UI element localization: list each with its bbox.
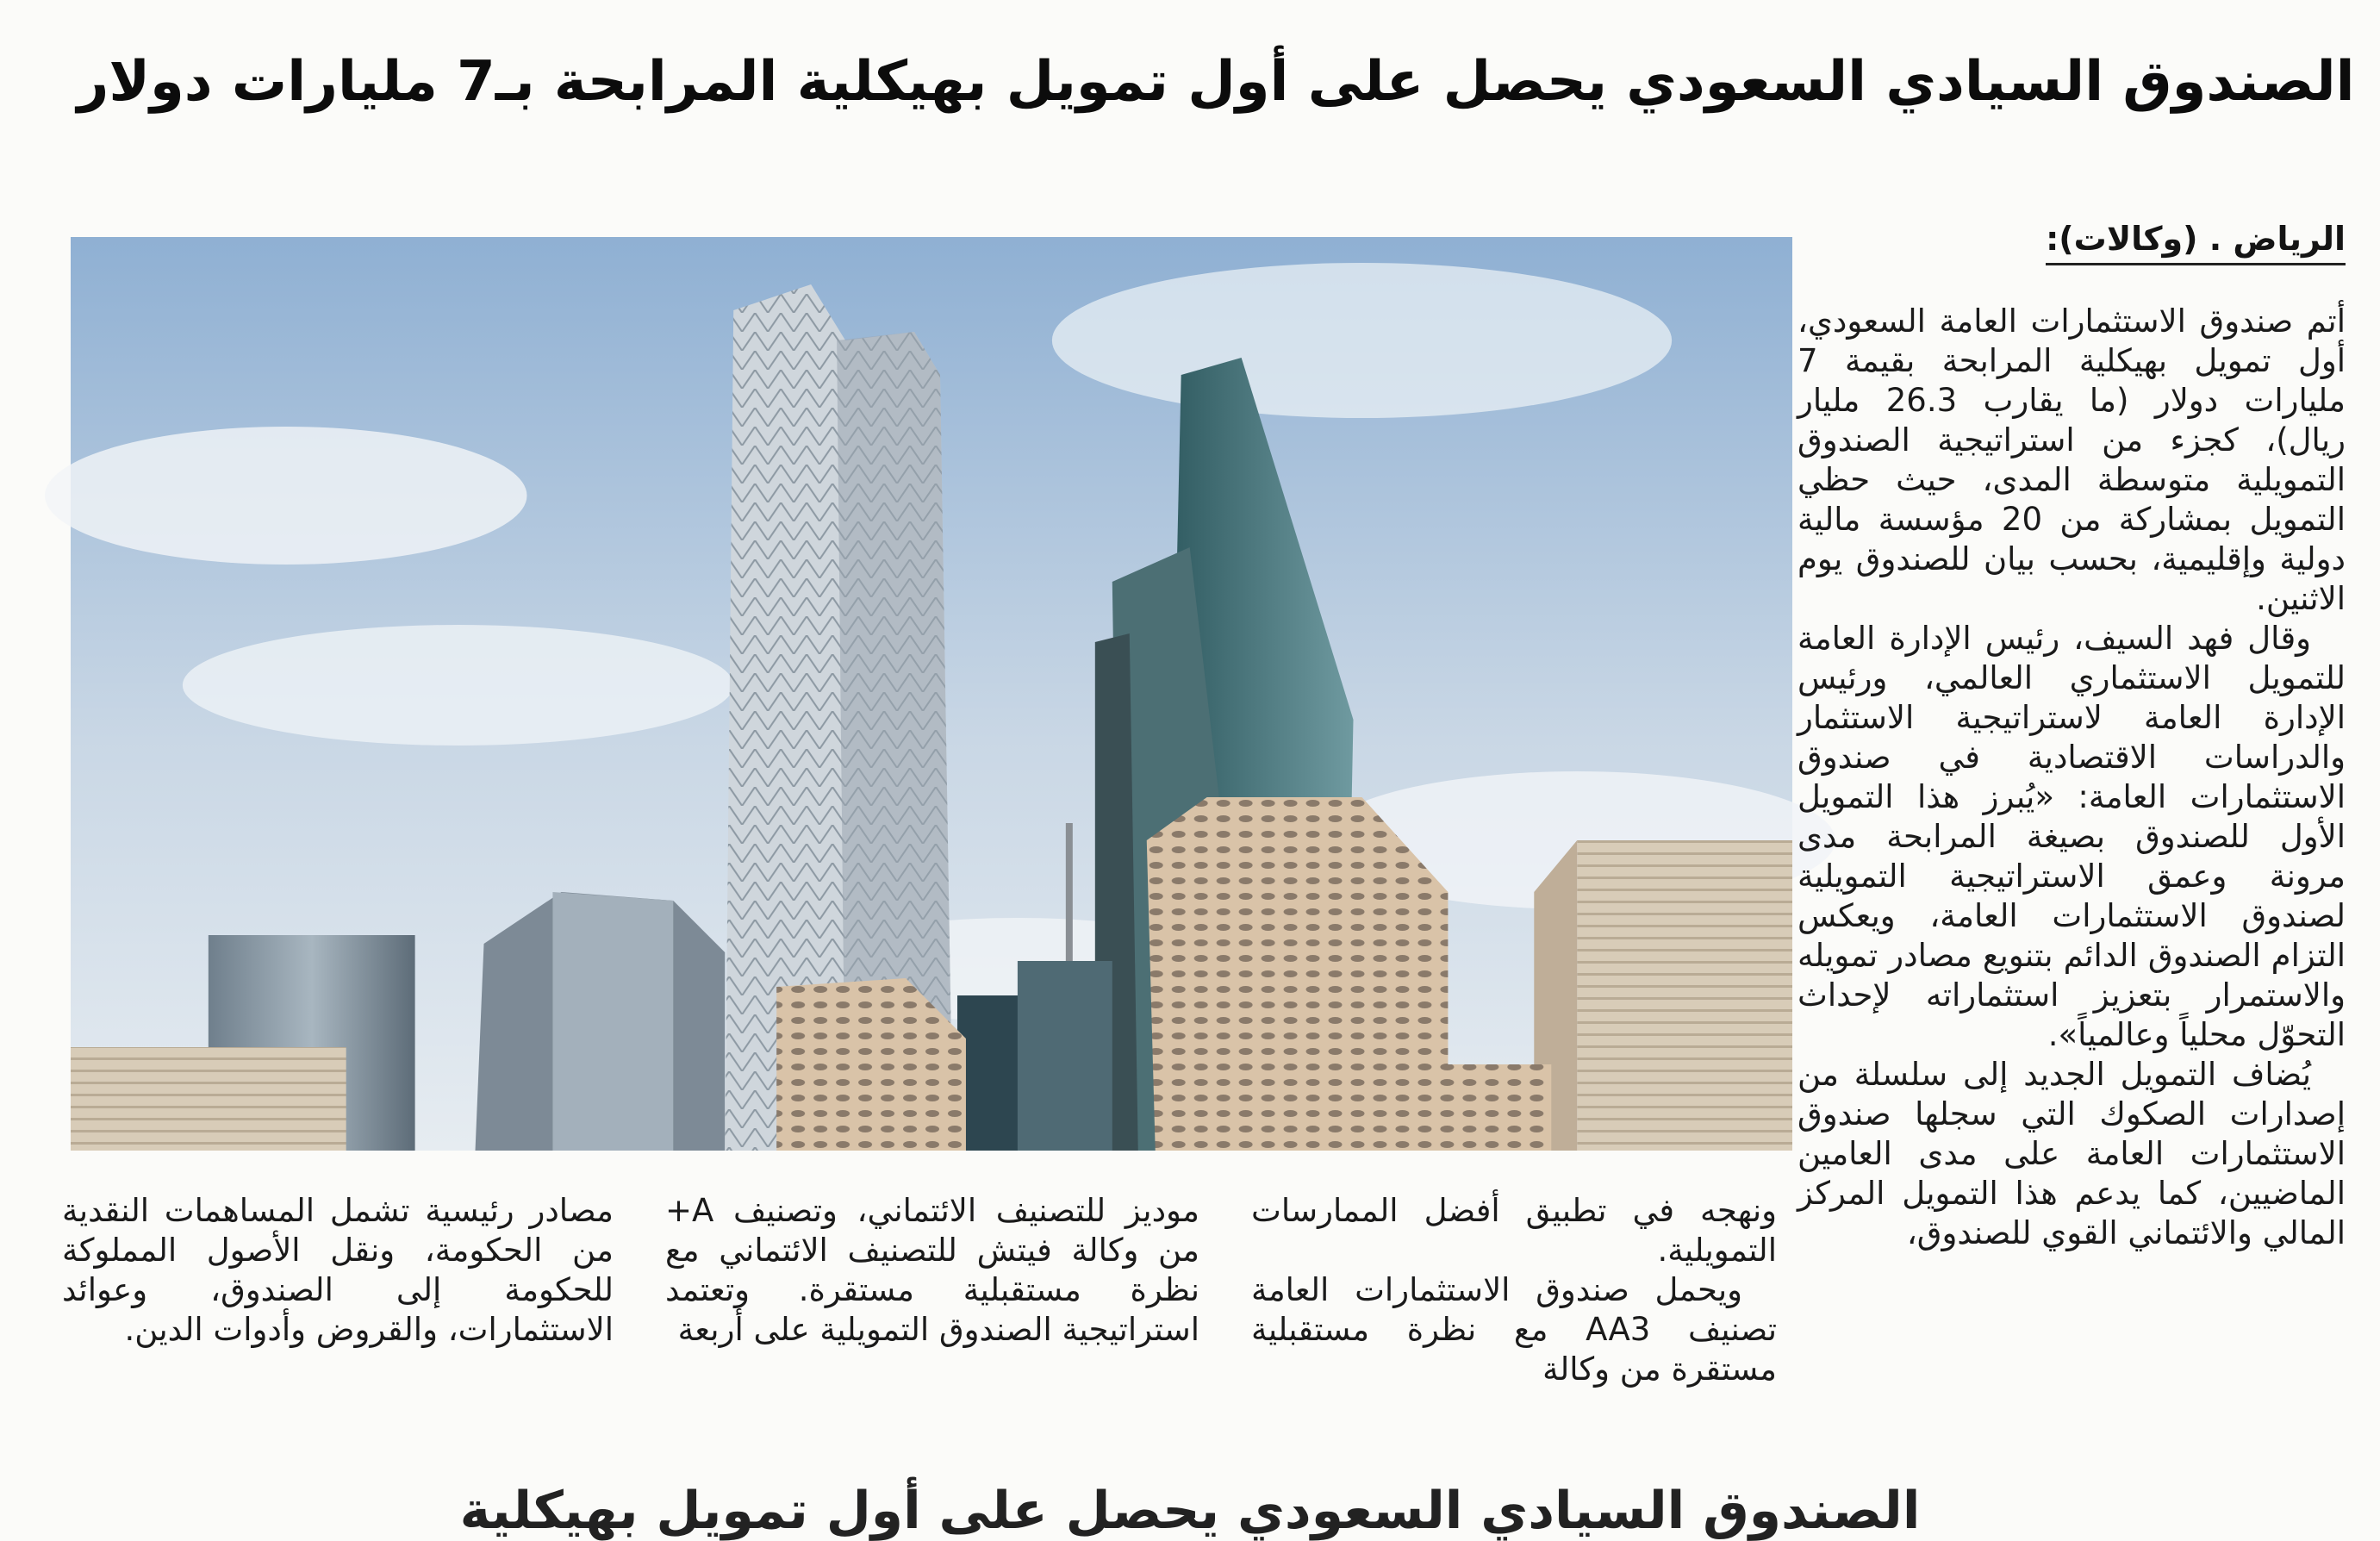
- article-column-bottom-1: [1251, 1191, 1777, 1389]
- article-column-right: [1797, 302, 2346, 1253]
- paragraph: أتم صندوق الاستثمارات العامة السعودي، أول تمويل بهيكلية المرابحة بقيمة 7 مليارات دولار (ما يقارب 26.3 مليار ريال)، كجزء من استراتيجية الصندوق التمويلية متوسطة المدى، حيث حظي التمويل بمشاركة من 20 مؤسسة مالية دولية وإقليمية، بحسب بيان للصندوق يوم الاثنين.: [1797, 303, 2346, 617]
- article-column-bottom-3: [62, 1191, 614, 1350]
- paragraph: مصادر رئيسية تشمل المساهمات النقدية من الحكومة، ونقل الأصول المملوكة للحكومة إلى الصندوق، وعوائد الاستثمارات، والقروض وأدوات الدين.: [62, 1192, 614, 1348]
- paragraph: يُضاف التمويل الجديد إلى سلسلة من إصدارات الصكوك التي سجلها صندوق الاستثمارات العامة على مدى العامين الماضيين، كما يدعم هذا التمويل المركز المالي والائتماني القوي للصندوق،: [1797, 1056, 2346, 1251]
- paragraph: ونهجه في تطبيق أفضل الممارسات التمويلية.: [1251, 1192, 1777, 1269]
- skyline-photo: [71, 237, 1792, 1151]
- paragraph: موديز للتصنيف الائتماني، وتصنيف A+ من وكالة فيتش للتصنيف الائتماني مع نظرة مستقبلية مستقرة. وتعتمد استراتيجية الصندوق التمويلية على أربعة: [665, 1192, 1199, 1348]
- article-headline: الصندوق السيادي السعودي يحصل على أول تمويل بهيكلية المرابحة بـ7 مليارات دولار: [77, 50, 2355, 114]
- dateline: الرياض . (وكالات):: [2046, 220, 2346, 265]
- paragraph: وقال فهد السيف، رئيس الإدارة العامة للتمويل الاستثماري العالمي، ورئيس الإدارة العامة لاستراتيجية الاستثمار والدراسات الاقتصادية في صندوق الاستثمارات العامة: «يُبرز هذا التمويل الأول للصندوق بصيغة المرابحة مدى مرونة وعمق الاستراتيجية التمويلية لصندوق الاستثمارات العامة، ويعكس التزام الصندوق الدائم بتنويع مصادر تمويله والاستمرار بتعزيز استثماراته لإحداث التحوّل محلياً وعالمياً».: [1797, 620, 2346, 1053]
- article-column-bottom-2: [665, 1191, 1199, 1350]
- next-article-headline-fragment: الصندوق السيادي السعودي يحصل على أول تمويل بهيكلية: [459, 1481, 1921, 1541]
- paragraph: ويحمل صندوق الاستثمارات العامة تصنيف AA3 مع نظرة مستقبلية مستقرة من وكالة: [1251, 1271, 1777, 1388]
